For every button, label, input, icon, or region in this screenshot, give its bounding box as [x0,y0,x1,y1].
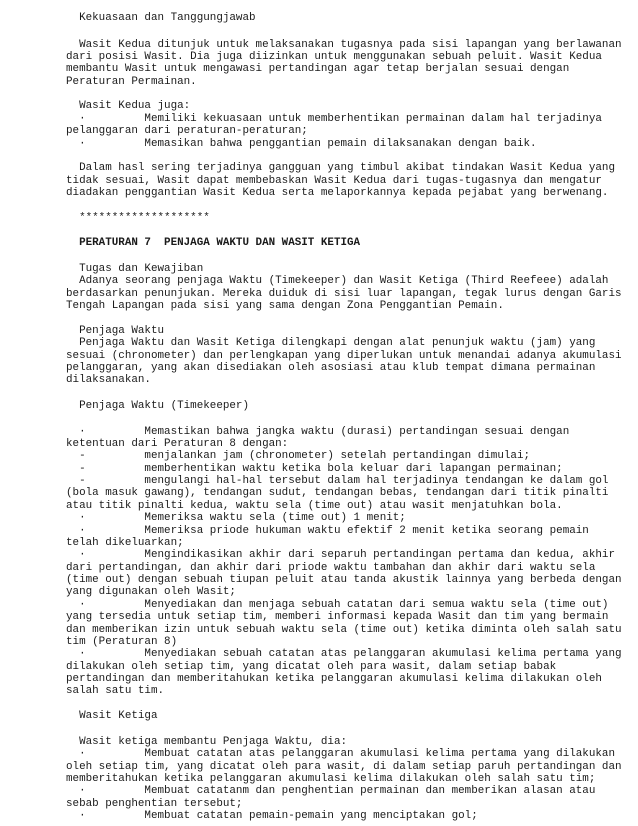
list-item: · Mengindikasikan akhir dari separuh pertandingan pertama dan kedua, akhir [66,549,615,562]
text-line: telah dikeluarkan; [66,536,184,549]
text-line: sebab penghentian tersebut; [66,797,243,810]
text-line: dilakukan oleh setiap tim, yang dicatat oleh para wasit, dalam setiap babak [66,660,557,673]
list-item: · Membuat catatanm dan penghentian permainan dan memberikan alasan atau [66,785,596,798]
text-line: berdasarkan penunjukan. Mereka duiduk di sisi luar lapangan, tegak lurus dengan Garis [66,287,622,300]
text-line: Penjaga Waktu [66,324,165,337]
list-item: - menjalankan jam (chronometer) setelah pertandingan dimulai; [66,450,531,463]
text-line: pelanggaran dari peraturan-peraturan; [66,125,308,138]
text-line: atau titik pinalti kedua, waktu sela (time out) atau wasit menjatuhkan bola. [66,499,563,512]
text-line: sesuai (chronometer) dan perlengkapan yang diperlukan untuk menandai adanya akumulasi [66,349,622,362]
text-line: Peraturan Permainan. [66,75,197,88]
list-item: · Memasikan bahwa penggantian pemain dilaksanakan dengan baik. [66,137,537,150]
section-heading: Wasit Ketiga [66,710,158,723]
text-line: yang digunakan oleh Wasit; [66,586,236,599]
list-item: - mengulangi hal-hal tersebut dalam hal terjadinya tendangan ke dalam gol [66,475,609,488]
text-line: Wasit Kedua ditunjuk untuk melaksanakan tugasnya pada sisi lapangan yang berlawanan [66,38,622,51]
text-line: ketentuan dari Peraturan 8 dengan: [66,438,289,450]
list-item: · Menyediakan dan menjaga sebuah catatan dari semua waktu sela (time out) [66,598,609,611]
text-line: dari posisi Wasit. Dia juga diizinkan untuk menggunakan sebuah peluit. Wasit Kedua [66,50,602,63]
list-item: · Membuat catatan atas pelanggaran akumulasi kelima pertama yang dilakukan [66,748,615,761]
text-line: (time out) dengan sebuah tiupan peluit atau tanda akustik lainnya yang berbeda dengan [66,574,622,586]
text-line: tim (Peraturan 8) [66,635,178,648]
list-item: - memberhentikan waktu ketika bola keluar dari lapangan permainan; [66,462,563,475]
text-line: membantu Wasit untuk mengawasi pertandingan agar tetap berjalan sesuai dengan [66,63,570,76]
text-line: pelanggaran, yang akan disediakan oleh asosiasi atau klub tempat dimana permainan [66,362,596,374]
text-line: pertandingan dan memberitahukan ketika pelanggaran akumulasi kelima dilakukan oleh [66,673,602,685]
text-line: memberitahukan ketika pelanggaran akumulasi kelima dilakukan oleh salah satu tim; [66,772,596,785]
list-item: · Membuat catatan pemain-pemain yang menciptakan gol; [66,810,478,822]
separator: ******************** [66,211,210,224]
text-line: Adanya seorang penjaga Waktu (Timekeeper) dan Wasit Ketiga (Third Reefeee) adalah [66,275,609,288]
text-line: dilaksanakan. [66,374,151,387]
text-line: Wasit ketiga membantu Penjaga Waktu, dia: [66,735,348,748]
list-item: · Memastikan bahwa jangka waktu (durasi) pertandingan sesuai dengan [66,425,570,438]
list-item: · Memeriksa waktu sela (time out) 1 menit; [66,512,406,525]
text-line: dan memberikan izin untuk sebuah waktu sela (time out) ketika diminta oleh salah satu [66,623,622,636]
text-line: Dalam hasl sering terjadinya gangguan yang timbul akibat tindakan Wasit Kedua yang [66,162,615,175]
text-line: Penjaga Waktu dan Wasit Ketiga dilengkapi dengan alat penunjuk waktu (jam) yang [66,337,596,350]
text-line: Tengah Lapangan pada sisi yang sama dengan Zona Penggantian Pemain. [66,300,504,313]
text-line: oleh setiap tim, yang dicatat oleh para wasit, di dalam setiap paruh pertandingan dan [66,760,622,773]
section-heading: Penjaga Waktu (Timekeeper) [66,400,249,412]
page-title: PERATURAN 7 PENJAGA WAKTU DAN WASIT KETIGA [66,237,361,250]
text-line: salah satu tim. [66,685,165,698]
text-line: (bola masuk gawang), tendangan sudut, tendangan bebas, tendangan dari titik pinalti [66,487,609,500]
text-line: Wasit Kedua juga: [66,100,191,113]
list-item: · Menyediakan sebuah catatan atas pelanggaran akumulasi kelima pertama yang [66,648,622,661]
section-heading: Kekuasaan dan Tanggungjawab [66,12,256,24]
list-item: · Memiliki kekuasaan untuk memberhentikan permainan dalam hal terjadinya [66,112,602,125]
text-line: diadakan penggantian Wasit Kedua serta melaporkannya kepada pejabat yang berwenang. [66,187,609,199]
text-line: tidak sesuai, Wasit dapat membebaskan Wasit Kedua dari tugas-tugasnya dan mengatur [66,174,602,187]
text-line: dari pertandingan, dan akhir dari priode waktu tambahan dan akhir dari waktu sela [66,561,596,574]
text-line: yang tersedia untuk setiap tim, memberi informasi kepada Wasit dan tim yang bermain [66,611,609,624]
text-line: Tugas dan Kewajiban [66,263,204,275]
list-item: · Memeriksa priode hukuman waktu efektif 2 menit ketika seorang pemain [66,524,589,537]
